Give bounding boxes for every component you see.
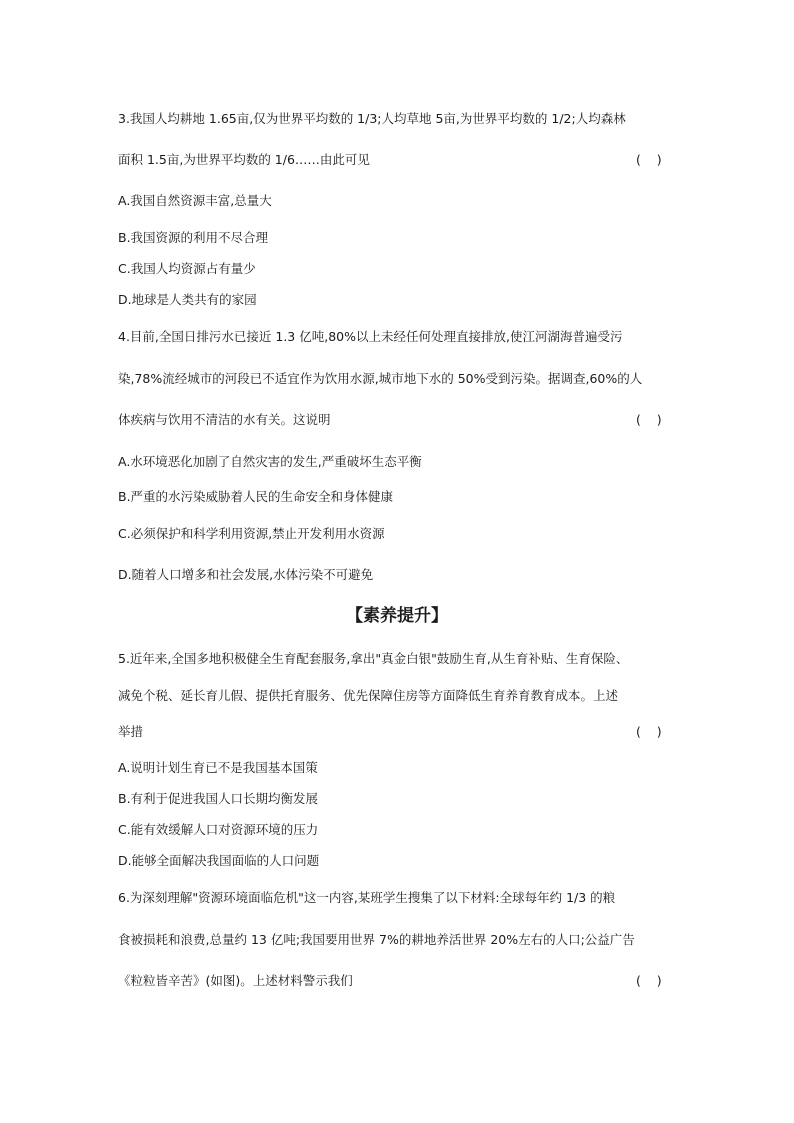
q3-answer-bracket: ( ) [636, 152, 662, 167]
q5-stem-line-3: 举措 [118, 724, 144, 739]
q3-stem-line-2: 面积 1.5亩,为世界平均数的 1/6……由此可见 [118, 152, 370, 167]
q3-option-b: B.我国资源的利用不尽合理 [118, 230, 269, 245]
q5-stem-line-2: 减免个税、延长育儿假、提供托育服务、优先保障住房等方面降低生育养育教育成本。上述 [118, 688, 619, 703]
q4-stem-line-1: 4.目前,全国日排污水已接近 1.3 亿吨,80%以上未经任何处理直接排放,使江河湖海普遍受污 [118, 329, 623, 344]
q4-option-a: A.水环境恶化加剧了自然灾害的发生,严重破坏生态平衡 [118, 454, 422, 469]
q5-option-d: D.能够全面解决我国面临的人口问题 [118, 853, 320, 868]
q3-stem-line-1: 3.我国人均耕地 1.65亩,仅为世界平均数的 1/3;人均草地 5亩,为世界平均数的 1/2;人均森林 [118, 111, 626, 126]
q3-option-c: C.我国人均资源占有量少 [118, 261, 256, 276]
section-title: 【素养提升】 [346, 606, 448, 626]
q6-stem-line-2: 食被损耗和浪费,总量约 13 亿吨;我国要用世界 7%的耕地养活世界 20%左右的人口;公益广告 [118, 932, 635, 947]
q4-stem-line-3: 体疾病与饮用不清洁的水有关。这说明 [118, 412, 331, 427]
q5-answer-bracket: ( ) [636, 724, 662, 739]
q5-stem-line-1: 5.近年来,全国多地积极健全生育配套服务,拿出"真金白银"鼓励生育,从生育补贴、生育保险、 [118, 651, 629, 666]
q4-stem-line-2: 染,78%流经城市的河段已不适宜作为饮用水源,城市地下水的 50%受到污染。据调查,60%的人 [118, 371, 643, 386]
q6-answer-bracket: ( ) [636, 973, 662, 988]
q4-option-b: B.严重的水污染威胁着人民的生命安全和身体健康 [118, 489, 394, 504]
q3-option-a: A.我国自然资源丰富,总量大 [118, 193, 272, 208]
q5-option-a: A.说明计划生育已不是我国基本国策 [118, 760, 318, 775]
q5-option-b: B.有利于促进我国人口长期均衡发展 [118, 791, 319, 806]
q4-option-c: C.必须保护和科学利用资源,禁止开发利用水资源 [118, 526, 385, 541]
q5-option-c: C.能有效缓解人口对资源环境的压力 [118, 822, 319, 837]
q4-answer-bracket: ( ) [636, 412, 662, 427]
q6-stem-line-3: 《粒粒皆辛苦》(如图)。上述材料警示我们 [118, 973, 353, 988]
q4-option-d: D.随着人口增多和社会发展,水体污染不可避免 [118, 567, 374, 582]
q3-option-d: D.地球是人类共有的家园 [118, 292, 257, 307]
q6-stem-line-1: 6.为深刻理解"资源环境面临危机"这一内容,某班学生搜集了以下材料:全球每年约 1/3 的粮 [118, 890, 616, 905]
